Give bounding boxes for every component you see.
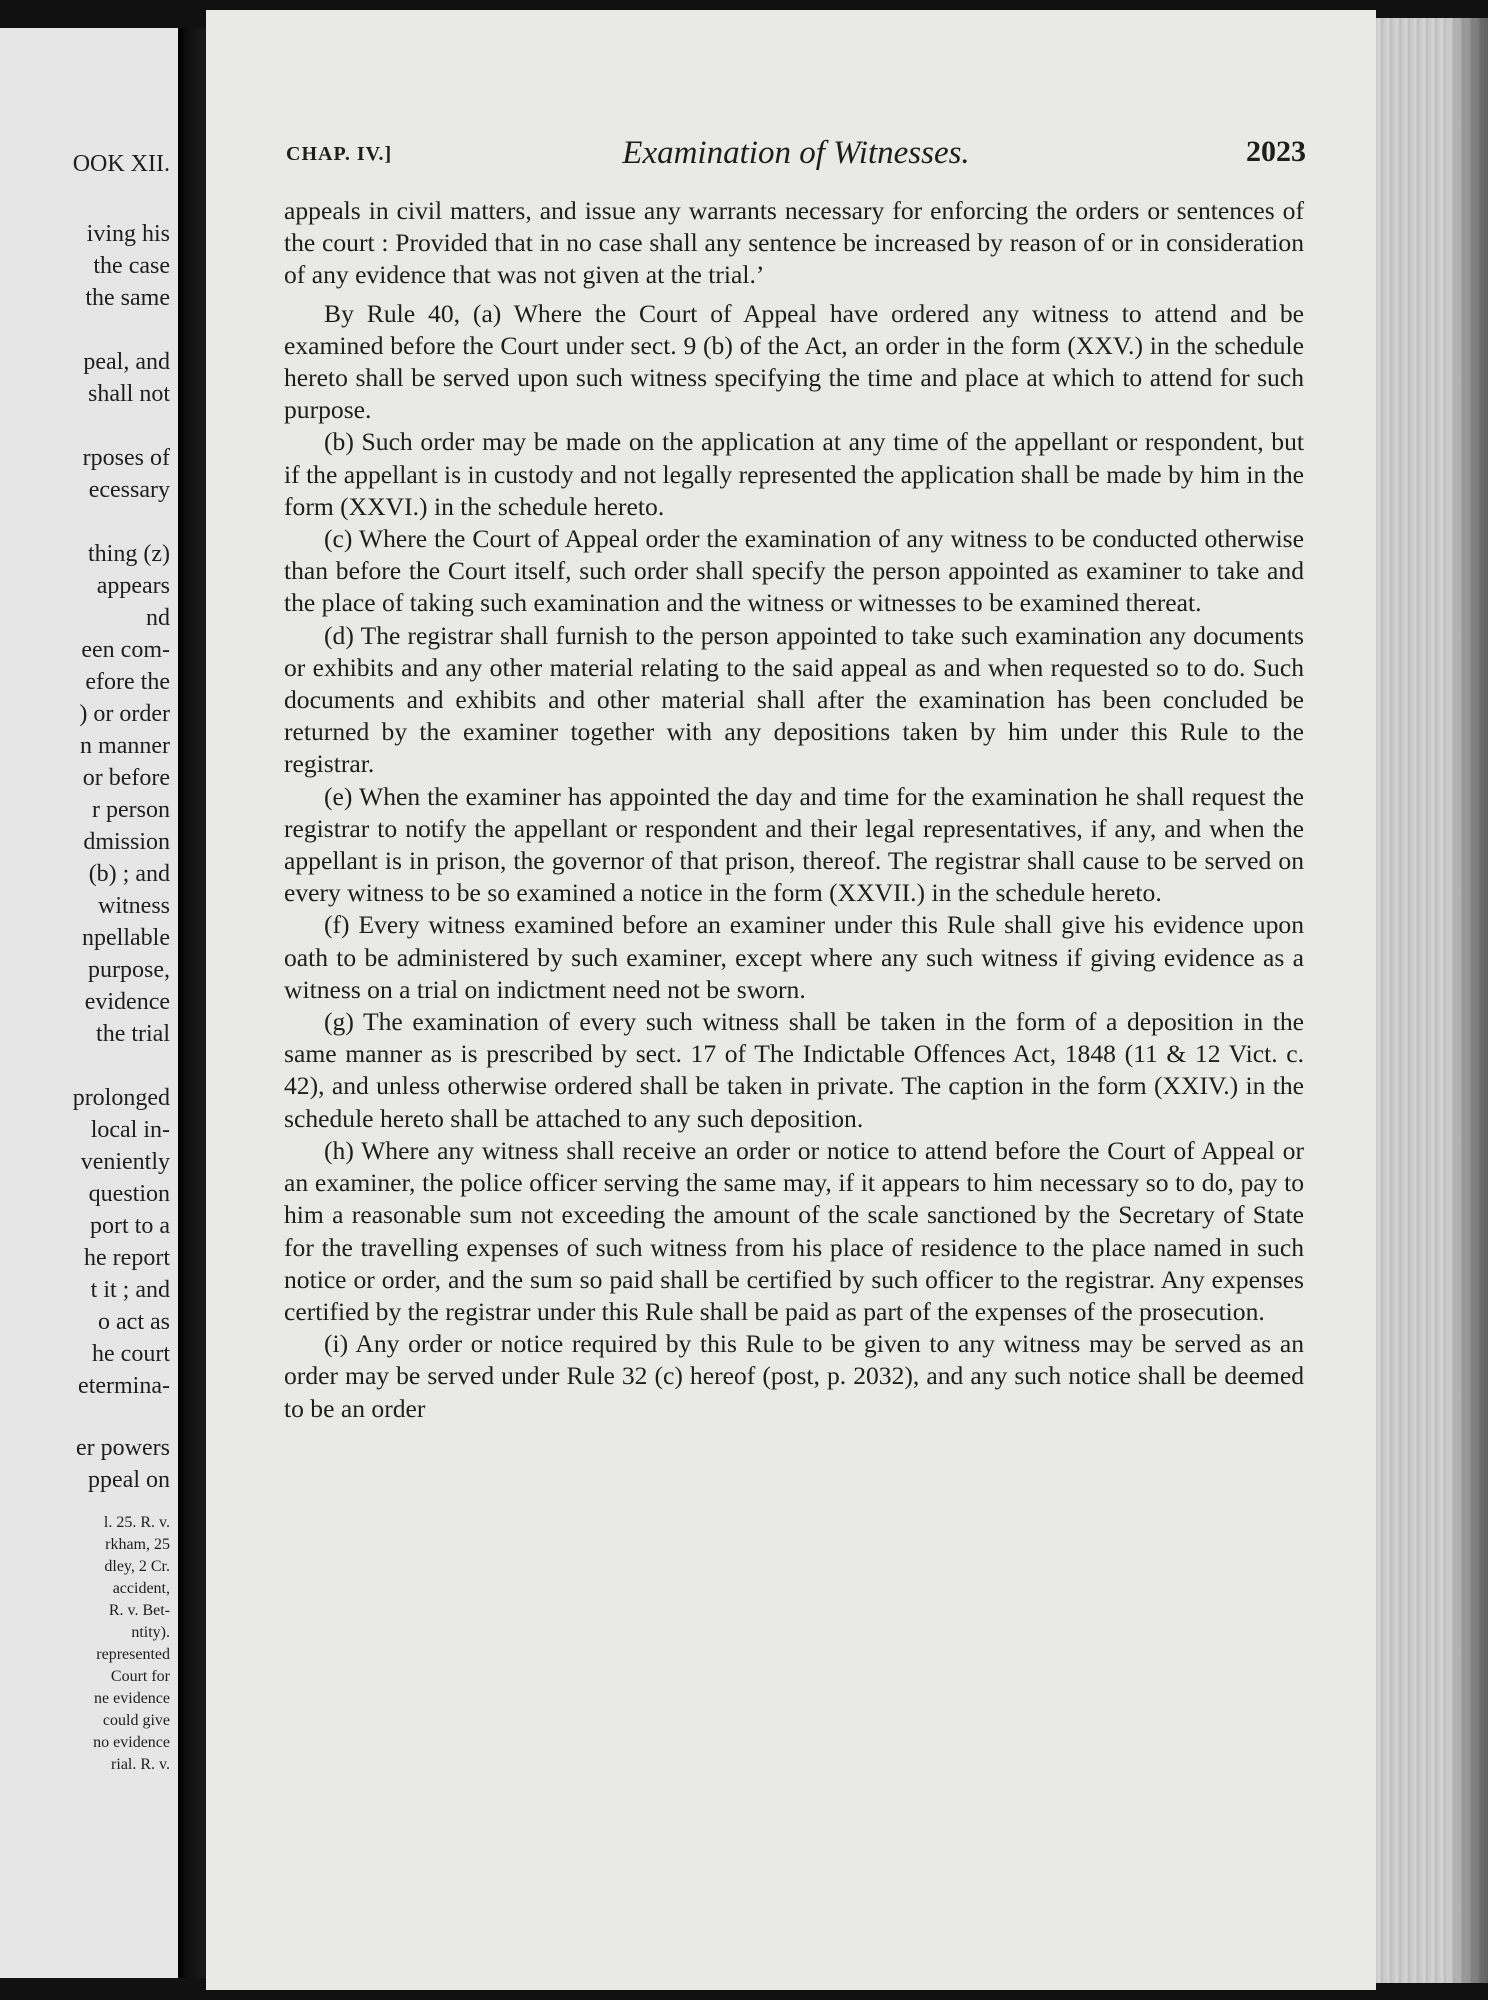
left-page-line: etermina- (78, 1373, 170, 1399)
left-page-line: er powers (76, 1435, 170, 1461)
left-page-footnote-line: no evidence (93, 1734, 170, 1751)
left-page-footnote-line: rial. R. v. (111, 1756, 170, 1773)
left-page-line: n manner (80, 733, 170, 759)
left-page-line: efore the (85, 669, 170, 695)
paragraph-rule-40-b: (b) Such order may be made on the application at any time of the appellant or respondent, but if the appellant is in custody and not legally represented the application shall be made by him in the form (XXVI.) in the schedule hereto. (284, 427, 1304, 521)
left-page-footnote-line: could give (102, 1712, 170, 1729)
left-page-line: een com- (81, 637, 170, 663)
left-page-footnote-line: represented (96, 1646, 170, 1663)
paragraph-rule-40-a: By Rule 40, (a) Where the Court of Appeal have ordered any witness to attend and be examined before the Court under sect. 9 (b) of the Act, an order in the form (XXV.) in the schedule hereto shall be served upon such witness specifying the time and place at which to attend for such purpose. (284, 298, 1304, 425)
left-page-line: veniently (80, 1149, 170, 1175)
left-page-line: witness (98, 893, 170, 919)
edge-shadow (1448, 18, 1488, 1983)
left-page-line: rposes of (82, 445, 170, 471)
paragraph-rule-40-i: (i) Any order or notice required by this Rule to be given to any witness may be served as an order may be served under Rule 32 (c) hereof (post, p. 2032), and any such notice shall be deemed to be an order (284, 1329, 1304, 1423)
book-gutter (178, 28, 206, 1978)
left-page-line: ppeal on (88, 1467, 170, 1493)
paragraph-rule-40-g: (g) The examination of every such witness shall be taken in the form of a deposition in the same manner as is prescribed by sect. 17 of The Indictable Offences Act, 1848 (11 & 12 Vict. c. 42), and unless otherwise ordered shall be taken in private. The caption in the form (XXIV.) in the schedule hereto shall be attached to any such deposition. (284, 1007, 1304, 1133)
left-page-line: r person (92, 797, 170, 823)
left-page-line: thing (z) (88, 541, 170, 567)
left-page-line: evidence (84, 989, 170, 1015)
left-page-line: appears (96, 573, 170, 599)
page-stack-edge (1376, 18, 1488, 1983)
left-page-footnote-line: Court for (110, 1668, 170, 1685)
paragraph-rule-40-f: (f) Every witness examined before an examiner under this Rule shall give his evidence upon oath to be administered by such examiner, except where any such witness if giving evidence as a witness on a trial on indictment need not be sworn. (284, 910, 1304, 1004)
left-page-line: or before (82, 765, 170, 791)
left-page-line: shall not (88, 381, 170, 407)
left-page-line: question (88, 1181, 170, 1207)
paragraph-rule-40-c: (c) Where the Court of Appeal order the examination of any witness to be conducted otherwise than before the Court itself, such order shall specify the person appointed as examiner to take and the place of taking such examination and the witness or witnesses to be examined thereat. (284, 524, 1304, 618)
left-page-line: the trial (96, 1021, 170, 1047)
right-page (206, 10, 1376, 1990)
left-page-line: the case (93, 253, 170, 279)
left-page-line: npellable (82, 925, 170, 951)
left-page-line: he court (92, 1341, 170, 1367)
left-page-line: dmission (83, 829, 170, 855)
paragraph-continuation: appeals in civil matters, and issue any warrants necessary for enforcing the orders or sentences of the court : Provided that in no case shall any sentence be increased by reason of or in consideration of any evidence that was not given at the trial.’ (284, 196, 1304, 290)
paragraph-rule-40-h: (h) Where any witness shall receive an order or notice to attend before the Court of Appeal or an examiner, the police officer serving the same may, if it appears to him necessary so to do, pay to him a reasonable sum not exceeding the amount of the scale sanctioned by the Secretary of State for the travelling expenses of such witness from his place of residence to the place named in such notice or order, and the sum so paid shall be certified by such officer to the registrar. Any expenses certified by the registrar under this Rule shall be paid as part of the expenses of the prosecution. (284, 1135, 1304, 1326)
left-page-line: iving his (86, 221, 170, 247)
left-page-line: nd (146, 605, 170, 631)
left-page-line: ) or order (79, 701, 170, 727)
left-page-line: peal, and (83, 349, 170, 375)
left-page-line: ecessary (88, 477, 170, 503)
left-page-footnote-line: dley, 2 Cr. (104, 1558, 170, 1575)
body-text (284, 195, 1304, 1425)
page-title: Examination of Witnesses. (622, 135, 970, 171)
left-page-line: local in- (90, 1117, 170, 1143)
left-page-line: o act as (98, 1309, 170, 1335)
left-page-line: t it ; and (90, 1277, 170, 1303)
left-page-footnote-line: l. 25. R. v. (103, 1514, 170, 1531)
left-page-footnote-line: ne evidence (94, 1690, 170, 1707)
chapter-label: CHAP. IV.] (286, 143, 393, 165)
left-page-line: he report (84, 1245, 170, 1271)
left-page-fragment (0, 28, 178, 1978)
left-page-footnote-line: rkham, 25 (105, 1536, 170, 1553)
left-page-line: the same (85, 285, 170, 311)
left-page-line: prolonged (72, 1085, 170, 1111)
left-page-footnote-line: R. v. Bet- (108, 1602, 170, 1619)
left-page-footnote-line: ntity). (131, 1624, 170, 1641)
left-page-line: port to a (90, 1213, 170, 1239)
left-page-line: purpose, (88, 957, 170, 983)
paragraph-rule-40-d: (d) The registrar shall furnish to the person appointed to take such examination any documents or exhibits and any other material relating to the said appeal as and when requested so to do. Such documents and exhibits and other material shall after the examination has been concluded be returned by the examiner together with any depositions taken by him under this Rule to the registrar. (284, 620, 1304, 779)
left-page-line: (b) ; and (88, 861, 170, 887)
paragraph-rule-40-e: (e) When the examiner has appointed the day and time for the examination he shall request the registrar to notify the appellant or respondent and their legal representatives, if any, and when the appellant is in prison, the governor of that prison, thereof. The registrar shall cause to be served on every witness to be so examined a notice in the form (XXVII.) in the schedule hereto. (284, 781, 1304, 908)
running-head (286, 135, 1306, 175)
left-page-running-head: OOK XII. (72, 151, 170, 177)
page-number: 2023 (1246, 135, 1306, 168)
left-page-footnote-line: accident, (112, 1580, 170, 1597)
